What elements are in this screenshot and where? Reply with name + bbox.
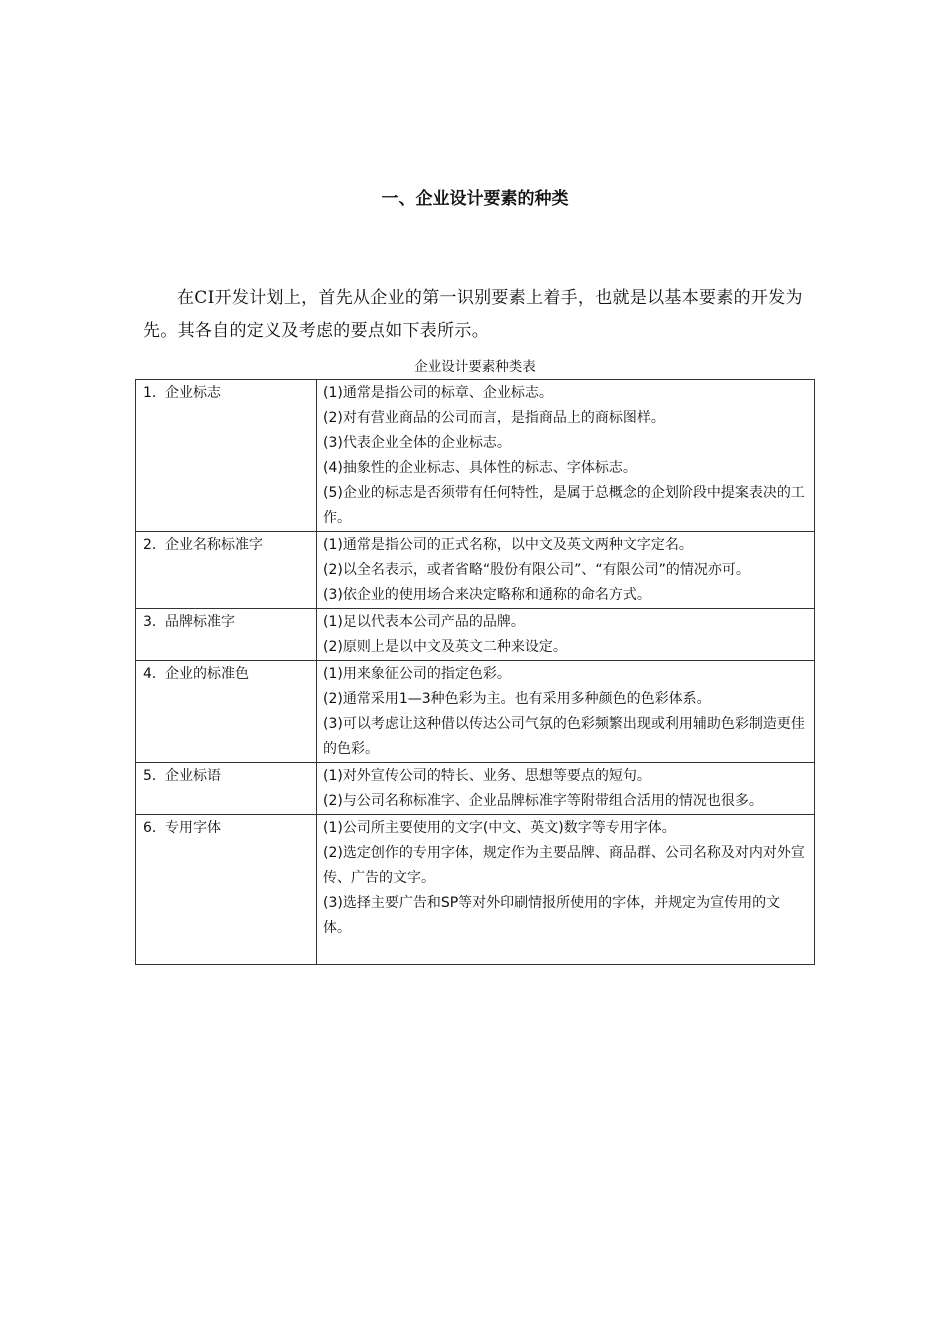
description-line: (1)通常是指公司的正式名称，以中文及英文两种文字定名。 xyxy=(323,537,693,553)
description-line: (1)用来象征公司的指定色彩。 xyxy=(323,666,511,682)
description-line: (2)通常采用1—3种色彩为主。也有采用多种颜色的色彩体系。 xyxy=(323,691,711,707)
table-row xyxy=(136,763,815,815)
item-number: 6． xyxy=(143,820,166,836)
description-line: (2)以全名表示，或者省略“股份有限公司”、“有限公司”的情况亦可。 xyxy=(323,562,750,578)
element-description-cell xyxy=(317,380,815,532)
element-name: 企业的标准色 xyxy=(165,666,249,682)
design-elements-table xyxy=(135,379,815,965)
element-name-cell xyxy=(136,532,317,609)
description-line: (3)代表企业全体的企业标志。 xyxy=(323,435,511,451)
item-number: 4． xyxy=(143,666,166,682)
page-title: 一、企业设计要素的种类 xyxy=(381,189,569,209)
table-caption: 企业设计要素种类表 xyxy=(414,359,536,375)
description-line: (1)通常是指公司的标章、企业标志。 xyxy=(323,385,553,401)
table-row xyxy=(136,380,815,532)
element-description-cell xyxy=(317,661,815,763)
item-number: 1． xyxy=(143,385,166,401)
description-line: (1)公司所主要使用的文字(中文、英文)数字等专用字体。 xyxy=(323,820,676,836)
element-name: 企业名称标准字 xyxy=(165,537,263,553)
item-number: 5． xyxy=(143,768,166,784)
description-line: (2)对有营业商品的公司而言，是指商品上的商标图样。 xyxy=(323,410,665,426)
element-name-cell xyxy=(136,815,317,965)
table-row xyxy=(136,661,815,763)
element-description-cell xyxy=(317,815,815,965)
description-line: (5)企业的标志是否须带有任何特性，是属于总概念的企划阶段中提案表决的工作。 xyxy=(323,485,805,526)
intro-paragraph: 在CI开发计划上，首先从企业的第一识别要素上着手，也就是以基本要素的开发为先。其各自的定义及考虑的要点如下表所示。 xyxy=(143,288,803,341)
description-line: (3)选择主要广告和SP等对外印刷情报所使用的字体，并规定为宣传用的文体。 xyxy=(323,895,781,936)
element-name: 品牌标准字 xyxy=(165,614,235,630)
description-line: (3)可以考虑让这种借以传达公司气氛的色彩频繁出现或利用辅助色彩制造更佳的色彩。 xyxy=(323,716,805,757)
element-name-cell xyxy=(136,661,317,763)
element-name-cell xyxy=(136,380,317,532)
element-description-cell xyxy=(317,532,815,609)
element-name: 企业标语 xyxy=(165,768,221,784)
description-line: (2)原则上是以中文及英文二种来设定。 xyxy=(323,639,567,655)
description-line: (3)依企业的使用场合来决定略称和通称的命名方式。 xyxy=(323,587,651,603)
description-line: (2)选定创作的专用字体，规定作为主要品牌、商品群、公司名称及对内对外宣传、广告的文字。 xyxy=(323,845,805,886)
description-line: (1)对外宣传公司的特长、业务、思想等要点的短句。 xyxy=(323,768,651,784)
description-line: (2)与公司名称标准字、企业品牌标准字等附带组合活用的情况也很多。 xyxy=(323,793,763,809)
element-name-cell xyxy=(136,609,317,661)
description-line: (4)抽象性的企业标志、具体性的标志、字体标志。 xyxy=(323,460,637,476)
item-number: 2． xyxy=(143,537,166,553)
element-description-cell xyxy=(317,763,815,815)
table-row xyxy=(136,532,815,609)
table-row xyxy=(136,609,815,661)
table-row xyxy=(136,815,815,965)
description-line: (1)足以代表本公司产品的品牌。 xyxy=(323,614,525,630)
element-name: 企业标志 xyxy=(165,385,221,401)
item-number: 3． xyxy=(143,614,166,630)
element-name: 专用字体 xyxy=(165,820,221,836)
element-name-cell xyxy=(136,763,317,815)
element-description-cell xyxy=(317,609,815,661)
